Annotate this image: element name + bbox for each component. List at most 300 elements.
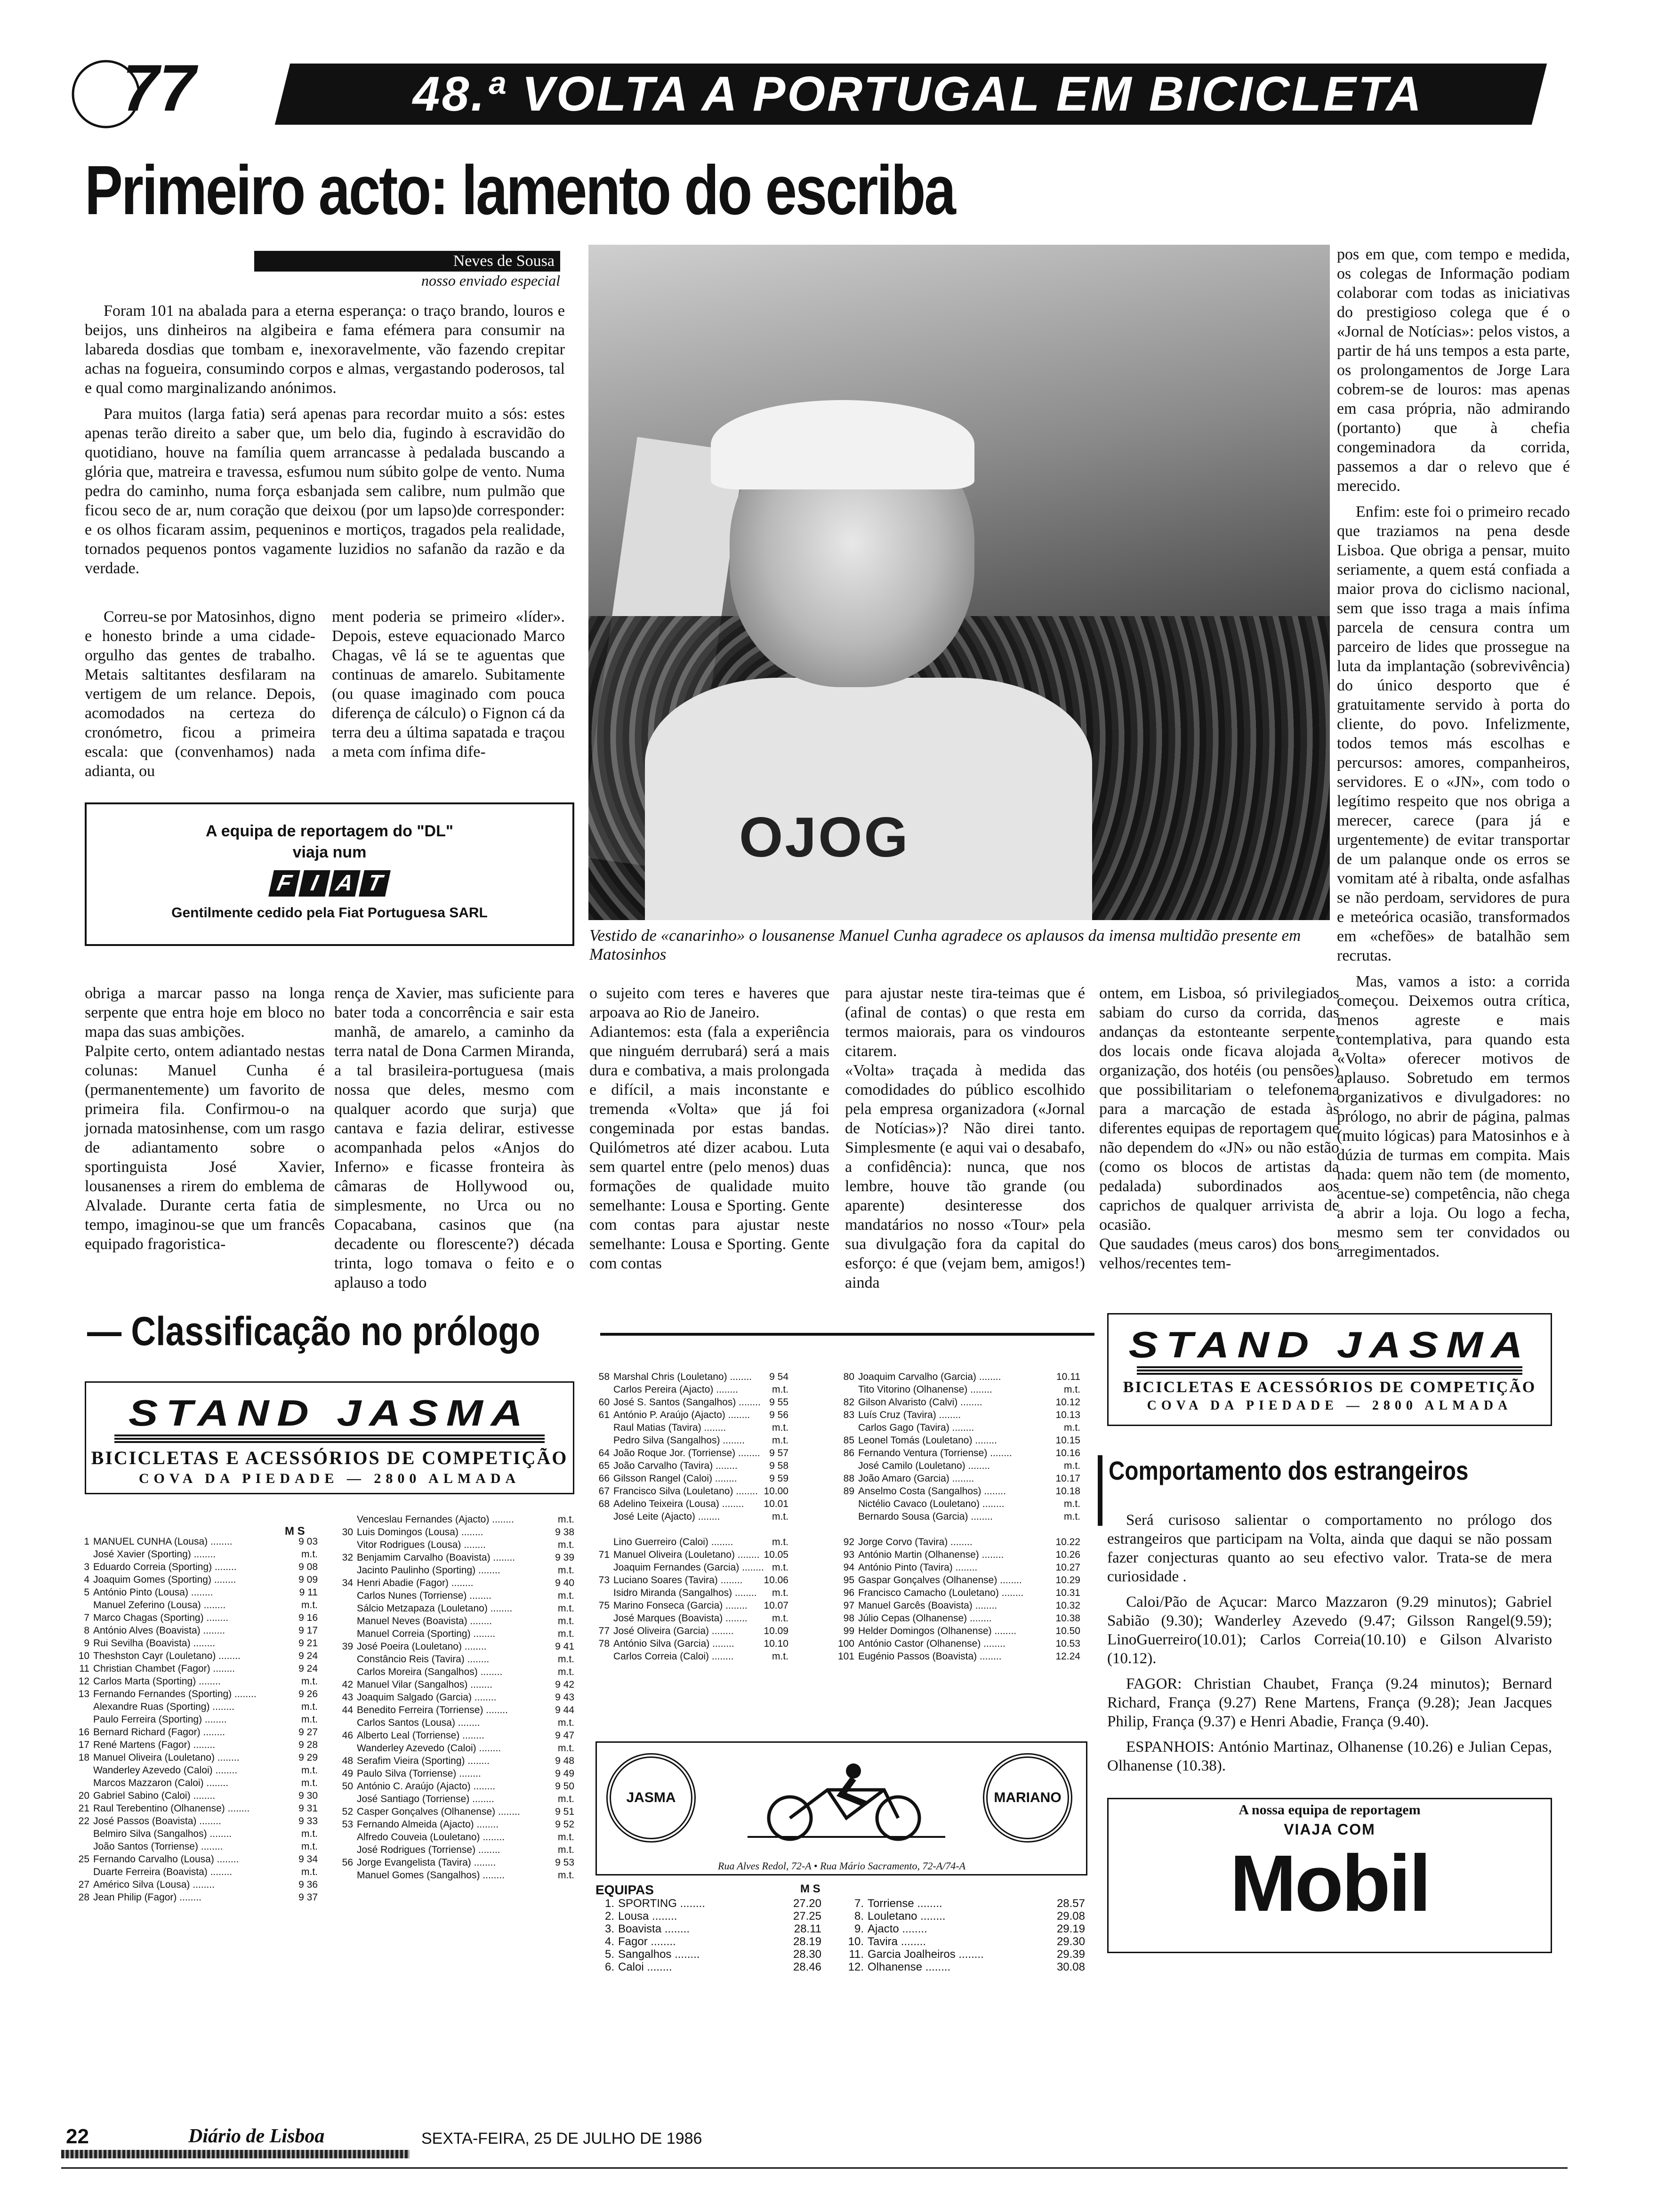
table-row [71, 1611, 318, 1624]
article-col2-mid [332, 607, 565, 768]
rider-name: Sangalhos ........ [618, 1948, 700, 1961]
table-row [334, 1678, 574, 1691]
table-row [836, 1561, 1080, 1574]
rider-name: Boavista ........ [618, 1923, 690, 1935]
stand-brand: STAND JASMA [1128, 1324, 1531, 1365]
classification-rule [600, 1333, 1094, 1336]
rider-name: Gaspar Gonçalves (Olhanense) ........ [858, 1575, 1022, 1586]
rider-time: m.t. [301, 1867, 318, 1877]
table-row [836, 1625, 1080, 1637]
table-row [836, 1548, 1080, 1561]
article-bottom-col5: ontem, em Lisboa, só privilegiados sabiam do curso da corrida, das andanças da estonteante serpente, dos locais onde ficava alojada a organização, dos hotéis (ou pensões) que possibilitariam o telefonema para a marcação de estada às diferentes equipas de reportagem que não dependem do «JN» ou não estão (como os blocos de artistas da pedalada) subordinados aos caprichos de qualquer arrivista de ocasião. Que saudades (meus caros) dos bons velhos/recentes tem- [1099, 985, 1339, 1272]
rider-position: 10. [848, 1935, 864, 1948]
rider-position: 82 [843, 1397, 854, 1408]
rider-time: 28.30 [793, 1948, 821, 1961]
paragraph: pos em que, com tempo e medida, os colegas de Informação podiam colaborar com todas as iniciativas do prestigioso colega que é o «Jornal de Notícias»: pelos vistos, a partir de há uns tempos a esta parte, os prolongamentos de Jorge Lara cobrem-se de louros: mas apenas em casa própria, não admirando (portanto) que à chefia congeminadora da corrida, passemos a dar o relevo que é merecido. [1337, 246, 1570, 495]
article-bottom-col2: rença de Xavier, mas suficiente para bater toda a concorrência e sair esta manhã, de amarelo, a caminho da terra natal de Dona Carmen Miranda, a tal brasileira-portuguesa (mais nossa que deles, mesmo com qualquer acordo que surja) que cantava e fazia delirar, estivesse acompanhada pelos «Anjos do Inferno» e ficasse fronteira às câmaras de Hollywood ou, simplesmente, no Urca ou no Copacabana, casinos que (na decadente ou florescente?) década trinta, logo tomava o feito e o aplauso a todo [334, 985, 574, 1291]
rider-time: m.t. [558, 1514, 574, 1525]
table-row [71, 1700, 318, 1713]
rider-time: 9 41 [555, 1641, 574, 1652]
table-row [71, 1650, 318, 1662]
rider-time: 29.19 [1056, 1923, 1085, 1935]
classification-col1 [71, 1535, 318, 1904]
rider-position: 83 [843, 1410, 854, 1420]
rider-time: m.t. [772, 1651, 788, 1662]
rider-name: Gabriel Sabino (Caloi) ........ [93, 1790, 216, 1801]
rider-name: Jacinto Paulinho (Sporting) ........ [357, 1565, 500, 1576]
table-row [334, 1831, 574, 1843]
rider-position: 49 [342, 1768, 353, 1779]
rider-position: 21 [78, 1803, 89, 1814]
table-row [591, 1625, 788, 1637]
table-row [591, 1548, 788, 1561]
rider-position: 5 [84, 1587, 89, 1598]
fiat-letter: F [268, 870, 300, 897]
rider-name: Carlos Gago (Tavira) ........ [858, 1422, 974, 1433]
rider-position: 99 [843, 1626, 854, 1636]
paragraph: Para muitos (larga fatia) será apenas para recordar muito a sós: estes apenas terão direito a saber que, um belo dia, fugindo à escravidão do quotidiano, houve na família quem arrancasse à pedalada buscando a glória que, matreira e travessa, esfumou num súbito golpe de vento. Numa pedra do caminho, numa força esbanjada sem calibre, num pulmão que ficou seco de ar, num coração que deixou (por um lapso)de corresponder: e os olhos ficaram assim, pequeninos e mortiços, tragados pela realidade, tornados pequenos pontos vagamente luzidios no safanão da razão e da verdade. [85, 405, 565, 577]
rider-position: 88 [843, 1473, 854, 1484]
rider-time: m.t. [558, 1717, 574, 1728]
rider-time: 30.08 [1056, 1961, 1085, 1973]
jersey-text: OJOG [739, 806, 910, 869]
rider-name: Benedito Ferreira (Torriense) ........ [357, 1705, 508, 1715]
rider-position: 46 [342, 1730, 353, 1741]
rider-time: 9 57 [769, 1448, 788, 1459]
table-row [334, 1793, 574, 1805]
rider-name: Manuel Gomes (Sangalhos) ........ [357, 1870, 505, 1881]
table-row [836, 1536, 1080, 1548]
table-row [845, 1909, 1085, 1922]
rider-name: José Santiago (Torriense) ........ [357, 1794, 494, 1804]
rider-time: 10.13 [1055, 1410, 1080, 1420]
rider-position: 1 [84, 1536, 89, 1547]
rider-time: 9 48 [555, 1755, 574, 1766]
table-row [71, 1827, 318, 1840]
rider-position: 58 [598, 1371, 610, 1382]
table-row [334, 1666, 574, 1678]
rider-position: 30 [342, 1527, 353, 1538]
rider-time: 9 09 [298, 1574, 318, 1585]
rider-time: m.t. [1064, 1384, 1080, 1395]
page-number: 22 [66, 2125, 89, 2148]
rider-time: m.t. [558, 1539, 574, 1550]
rider-position: 3 [84, 1562, 89, 1572]
rider-position: 80 [843, 1371, 854, 1382]
rider-time: 9 38 [555, 1527, 574, 1538]
rider-time: 10.16 [1055, 1448, 1080, 1459]
rider-time: m.t. [772, 1435, 788, 1446]
rider-time: m.t. [558, 1743, 574, 1754]
photo-caption: Vestido de «canarinho» o lousanense Manuel Cunha agradece os aplausos da imensa multidão presente em Matosinhos [589, 926, 1301, 963]
rider-position: 25 [78, 1854, 89, 1865]
rider-time: m.t. [558, 1628, 574, 1639]
table-row [591, 1421, 788, 1434]
rider-name: Luís Cruz (Tavira) ........ [858, 1410, 961, 1420]
rider-name: Fernando Carvalho (Lousa) ........ [93, 1854, 239, 1865]
fiat-letter: I [298, 870, 330, 897]
rider-name: Joaquim Carvalho (Garcia) ........ [858, 1371, 1001, 1382]
rider-time: 27.20 [793, 1897, 821, 1910]
rider-position: 73 [598, 1575, 610, 1586]
rider-time: 9 30 [298, 1790, 318, 1801]
table-row [845, 1922, 1085, 1935]
rider-name: Jean Philip (Fagor) ........ [93, 1892, 201, 1903]
table-row [71, 1637, 318, 1650]
rider-position: 13 [78, 1689, 89, 1699]
table-row [334, 1729, 574, 1742]
rider-time: 9 56 [769, 1410, 788, 1420]
table-row [334, 1767, 574, 1780]
rider-name: Joaquim Gomes (Sporting) ........ [93, 1574, 236, 1585]
rider-name: João Roque Jor. (Torriense) ........ [613, 1448, 760, 1459]
rider-name: Marco Chagas (Sporting) ........ [93, 1612, 229, 1623]
table-row [595, 1897, 821, 1909]
paragraph: ESPANHOIS: António Martinaz, Olhanense (10.26) e Julian Cepas, Olhanense (10.38). [1107, 1739, 1552, 1774]
rider-time: 9 28 [298, 1739, 318, 1750]
table-row [845, 1960, 1085, 1973]
rider-name: Pedro Silva (Sangalhos) ........ [613, 1435, 745, 1446]
table-row [595, 1922, 821, 1935]
fiat-letter: T [359, 870, 391, 897]
rider-time: 10.22 [1055, 1537, 1080, 1547]
rider-position: 22 [78, 1816, 89, 1827]
rider-name: Theshston Cayr (Louletano) ........ [93, 1651, 241, 1661]
rider-name: Raul Matias (Tavira) ........ [613, 1422, 726, 1433]
stand-line1: BICICLETAS E ACESSÓRIOS DE COMPETIÇÃO [91, 1447, 568, 1468]
article-col1-mid [85, 607, 315, 787]
table-row [591, 1587, 788, 1599]
section-banner: 48.ª VOLTA A PORTUGAL EM BICICLETA [412, 67, 1424, 121]
equipas-ms: M S [800, 1883, 820, 1895]
rider-time: m.t. [772, 1613, 788, 1624]
rider-time: 9 50 [555, 1781, 574, 1792]
rider-position: 1. [604, 1897, 614, 1910]
rider-time: 10.07 [764, 1600, 788, 1611]
rider-name: Alberto Leal (Torriense) ........ [357, 1730, 484, 1741]
mobil-logo: Mobil [1230, 1839, 1430, 1928]
rider-name: Olhanense ........ [868, 1961, 951, 1973]
rider-name: Ajacto ........ [868, 1923, 927, 1935]
rider-time: m.t. [301, 1765, 318, 1776]
rider-name: Fernando Ventura (Torriense) ........ [858, 1448, 1012, 1459]
rider-position: 60 [598, 1397, 610, 1408]
rider-time: 29.30 [1056, 1935, 1085, 1948]
table-row [836, 1510, 1080, 1523]
rider-name: Fernando Almeida (Ajacto) ........ [357, 1819, 499, 1830]
estrangeiros-title: Comportamento dos estrangeiros [1109, 1456, 1469, 1485]
table-row [591, 1637, 788, 1650]
rider-time: 9 08 [298, 1562, 318, 1572]
rider-name: Manuel Neves (Boavista) ........ [357, 1616, 492, 1627]
rider-name: Benjamim Carvalho (Boavista) ........ [357, 1552, 515, 1563]
rider-position: 94 [843, 1562, 854, 1573]
rider-name: Marshal Chris (Louletano) ........ [613, 1371, 752, 1382]
rider-time: 9 36 [298, 1879, 318, 1890]
rider-time: m.t. [772, 1562, 788, 1573]
rider-position: 3. [604, 1923, 614, 1935]
rider-time: m.t. [1064, 1511, 1080, 1522]
rider-position: 12. [848, 1961, 864, 1973]
rider-name: João Amaro (Garcia) ........ [858, 1473, 974, 1484]
table-row [591, 1650, 788, 1663]
rider-name: António Silva (Garcia) ........ [613, 1638, 734, 1649]
rider-name: Marcos Mazzaron (Caloi) ........ [93, 1778, 229, 1788]
fiat-ad [85, 802, 574, 946]
rider-position: 95 [843, 1575, 854, 1586]
rider-time: 9 43 [555, 1692, 574, 1703]
rider-position: 5. [604, 1948, 614, 1961]
table-row [595, 1909, 821, 1922]
rider-name: Garcia Joalheiros ........ [868, 1948, 984, 1961]
rider-position: 11 [79, 1663, 89, 1674]
publication-date: SEXTA-FEIRA, 25 DE JULHO DE 1986 [421, 2130, 702, 2148]
rider-position: 56 [342, 1857, 353, 1868]
rider-name: José Oliveira (Garcia) ........ [613, 1626, 734, 1636]
table-row [334, 1564, 574, 1577]
rider-name: Eduardo Correia (Sporting) ........ [93, 1562, 237, 1572]
table-row [334, 1577, 574, 1589]
paragraph: Correu-se por Matosinhos, digno e honesto brinde a uma cidade-orgulho das gentes de trabalho. Metais saltitantes desfilaram na vertigem de um relance. Depois, acomodados na certeza do cronómetro, ficou a primeira escala: que (convenhamos) nada adianta, ou [85, 608, 315, 780]
rider-position: 86 [843, 1448, 854, 1459]
rider-time: m.t. [1064, 1422, 1080, 1433]
rider-name: António Castor (Olhanense) ........ [858, 1638, 1005, 1649]
rider-position: 78 [598, 1638, 610, 1649]
rider-name: Tavira ........ [868, 1935, 926, 1948]
rider-time: 28.19 [793, 1935, 821, 1948]
rider-name: Luis Domingos (Lousa) ........ [357, 1527, 483, 1538]
table-row [836, 1383, 1080, 1396]
rider-name: Gilson Alvaristo (Calvi) ........ [858, 1397, 982, 1408]
rider-position: 48 [342, 1755, 353, 1766]
table-row [334, 1627, 574, 1640]
rider-name: Américo Silva (Lousa) ........ [93, 1879, 215, 1890]
table-row [71, 1573, 318, 1586]
classification-col4 [836, 1370, 1080, 1663]
article-bottom-col1: obriga a marcar passo na longa serpente que entra hoje em bloco no mapa das suas ambições. Palpite certo, ontem adiantado nestas colunas: Manuel Cunha é (permanentemente) um favorito de primeira fila. Confirmou-o na jornada matosinhense, com um rasgo de adiantamento sobre o sportinguista José Xavier, lousanenses a rirem do emblema de Alvalade. Durante certa fatia de tempo, imaginou-se que um francês equipado fragoristica- [85, 985, 325, 1253]
rider-name: Alexandre Ruas (Sporting) ........ [93, 1701, 234, 1712]
rider-time: 9 55 [769, 1397, 788, 1408]
table-row [591, 1459, 788, 1472]
rider-time: 28.46 [793, 1961, 821, 1973]
rider-time: m.t. [301, 1701, 318, 1712]
stand-line2: COVA DA PIEDADE — 2800 ALMADA [138, 1471, 521, 1486]
table-row [836, 1637, 1080, 1650]
table-row [836, 1459, 1080, 1472]
table-row [71, 1586, 318, 1599]
table-row [836, 1434, 1080, 1447]
rider-position: 34 [342, 1578, 353, 1588]
rider-time: m.t. [772, 1511, 788, 1522]
table-row [334, 1869, 574, 1882]
paragraph: Enfim: este foi o primeiro recado que traziamos na pena desde Lisboa. Que obriga a pensar, muito seriamente, a quem está confiada a maior prova do ciclismo nacional, sem que isso traga a mais ínfima parcela de censura contra um parceiro de lides que prossegue na luta da implantação (sobrevivência) do único desporto que é gratuitamente servido à porta do cliente, do povo. Infelizmente, todos temos más escolhas e percursos: amores, companheiros, servidores. E o «JN», com todo o legítimo respeito que nos obriga a merecer, carece (para já e urgentemente) de evitar transportar de um palanque onde os erros se vomitam até à ribalta, onde asfalhas se não perdoam, servidores de pura e meteórica ocasião, transformados em «chefões» de batalhão sem recrutas. [1337, 503, 1570, 964]
rider-name: Raul Terebentino (Olhanense) ........ [93, 1803, 250, 1814]
rider-name: Casper Gonçalves (Olhanense) ........ [357, 1806, 520, 1817]
rider-time: 9 59 [769, 1473, 788, 1484]
rider-time: 10.01 [764, 1499, 788, 1509]
rider-name: Francisco Silva (Louletano) ........ [613, 1486, 758, 1497]
rider-position: 27 [78, 1879, 89, 1890]
rider-time: m.t. [558, 1832, 574, 1843]
table-row [334, 1843, 574, 1856]
rider-time: 9 52 [555, 1819, 574, 1830]
table-row [836, 1485, 1080, 1498]
rider-time: 10.31 [1055, 1587, 1080, 1598]
rider-position: 4 [84, 1574, 89, 1585]
rider-position: 4. [604, 1935, 614, 1948]
rider-time: m.t. [558, 1667, 574, 1677]
logo-77-text: 77 [122, 51, 196, 125]
mobil-line2: VIAJA COM [1284, 1821, 1375, 1838]
rider-position: 17 [78, 1739, 89, 1750]
table-row [591, 1574, 788, 1587]
rider-position: 16 [78, 1727, 89, 1738]
rider-name: Gilsson Rangel (Caloi) ........ [613, 1473, 737, 1484]
article-bottom-col3: o sujeito com teres e haveres que arpoava ao Rio de Janeiro. Adiantemos: esta (fala a experiência que ninguém derrubará) será a mais dura e combativa, a mais prolongada e difícil, a mais inconstante e tremenda «Volta» que já foi congeminada por estas bandas. Quilómetros até dizer acabou. Luta sem quartel entre (pelo menos) duas formações de qualidade muito semelhante: Lousa e Sporting. Gente com contas para ajustar neste semelhante: Lousa e Sporting. Gente com contas [589, 985, 829, 1272]
table-row [591, 1536, 788, 1548]
rider-name: Constâncio Reis (Tavira) ........ [357, 1654, 490, 1665]
rider-name: João Santos (Torriense) ........ [93, 1841, 223, 1852]
rider-position: 75 [598, 1600, 610, 1611]
table-row [71, 1675, 318, 1688]
rider-time: m.t. [301, 1841, 318, 1852]
rider-name: SPORTING ........ [618, 1897, 705, 1910]
rider-time: 9 39 [555, 1552, 574, 1563]
rider-name: Alfredo Couveia (Louletano) ........ [357, 1832, 505, 1843]
rider-name: José Marques (Boavista) ........ [613, 1613, 748, 1624]
table-row [836, 1421, 1080, 1434]
table-row [836, 1612, 1080, 1625]
table-row [71, 1878, 318, 1891]
table-row [71, 1751, 318, 1764]
table-row [71, 1789, 318, 1802]
rider-name: Wanderley Azevedo (Caloi) ........ [357, 1743, 501, 1754]
rider-time: m.t. [301, 1828, 318, 1839]
rider-name: Manuel Garcês (Boavista) ........ [858, 1600, 997, 1611]
mobil-ad [1107, 1798, 1552, 1953]
rider-time: 9 11 [299, 1587, 318, 1598]
jasma-address: Rua Alves Redol, 72-A • Rua Mário Sacramento, 72-A/74-A [717, 1860, 966, 1872]
table-row [836, 1396, 1080, 1409]
rider-name: Bernardo Sousa (Garcia) ........ [858, 1511, 993, 1522]
rider-position: 96 [843, 1587, 854, 1598]
footer-rule [61, 2167, 1568, 2169]
rider-position: 100 [837, 1638, 854, 1649]
rider-time: 9 31 [298, 1803, 318, 1814]
author-role: nosso enviado especial [421, 272, 560, 289]
table-row [591, 1447, 788, 1459]
table-row [591, 1612, 788, 1625]
rider-time: 28.11 [794, 1923, 821, 1935]
table-row [334, 1818, 574, 1831]
rider-name: António Pinto (Tavira) ........ [858, 1562, 978, 1573]
rider-position: 65 [598, 1460, 610, 1471]
rider-time: 27.25 [793, 1910, 821, 1923]
rider-name: Sálcio Metzapaza (Louletano) ........ [357, 1603, 513, 1614]
table-row [591, 1498, 788, 1510]
rider-name: Christian Chambet (Fagor) ........ [93, 1663, 235, 1674]
rider-name: Luciano Soares (Tavira) ........ [613, 1575, 743, 1586]
rider-position: 42 [342, 1679, 353, 1690]
table-row [334, 1780, 574, 1793]
rider-name: Louletano ........ [868, 1910, 946, 1923]
fiat-ad-line3: Gentilmente cedido pela Fiat Portuguesa SARL [171, 905, 488, 921]
rider-position: 32 [342, 1552, 353, 1563]
rider-time: 9 33 [298, 1816, 318, 1827]
table-row [71, 1662, 318, 1675]
rider-time: m.t. [558, 1603, 574, 1614]
article-headline: Primeiro acto: lamento do escriba [85, 152, 955, 229]
table-row [334, 1551, 574, 1564]
table-row [595, 1960, 821, 1973]
table-row [71, 1802, 318, 1815]
table-row [71, 1535, 318, 1548]
rider-time: 9 03 [298, 1536, 318, 1547]
rider-name: Duarte Ferreira (Boavista) ........ [93, 1867, 233, 1877]
paragraph: Mas, vamos a isto: a corrida começou. Deixemos outra crítica, menos agreste e mais contemplativa, para quando esta «Volta» oferecer motivos de aplauso. Sobretudo em termos organizativos e divulgadores: no prólogo, no abrir de página, palmas (muito lógicas) para Matosinhos e à dúzia de turmas em compita. Mais nada: quem não tem (de momento, acentue-se) competência, não chega a abrir a loja. Ou logo a fecha, mesmo sem ter convidados ou arregimentados. [1337, 973, 1570, 1260]
rider-name: António Pinto (Lousa) ........ [93, 1587, 213, 1598]
rider-time: m.t. [1064, 1499, 1080, 1509]
table-row [71, 1561, 318, 1573]
equipas-title: EQUIPAS [595, 1883, 654, 1897]
rider-time: 10.32 [1055, 1600, 1080, 1611]
rider-name: Belmiro Silva (Sangalhos) ........ [93, 1828, 232, 1839]
table-row [334, 1653, 574, 1666]
rider-name: Paulo Silva (Torriense) ........ [357, 1768, 481, 1779]
table-row [71, 1713, 318, 1726]
rider-time: 10.27 [1055, 1562, 1080, 1573]
rider-name: José Passos (Boavista) ........ [93, 1816, 221, 1827]
rider-time: m.t. [301, 1778, 318, 1788]
rider-time: 9 53 [555, 1857, 574, 1868]
table-row [595, 1948, 821, 1960]
table-row [334, 1856, 574, 1869]
rider-time: 10.00 [764, 1486, 788, 1497]
rider-time: 10.15 [1055, 1435, 1080, 1446]
rider-position: 85 [843, 1435, 854, 1446]
rider-time: 9 27 [298, 1727, 318, 1738]
jasma-mariano-ad [595, 1741, 1087, 1875]
rider-name: José S. Santos (Sangalhos) ........ [613, 1397, 761, 1408]
rider-name: Lino Guerreiro (Caloi) ........ [613, 1537, 733, 1547]
rider-name: João Carvalho (Tavira) ........ [613, 1460, 738, 1471]
rider-position: 6. [604, 1961, 614, 1973]
rider-name: Fernando Fernandes (Sporting) ........ [93, 1689, 257, 1699]
fiat-logo [269, 870, 390, 897]
rider-name: Carlos Nunes (Torriense) ........ [357, 1590, 491, 1601]
rider-name: Paulo Ferreira (Sporting) ........ [93, 1714, 227, 1725]
rider-time: 9 29 [298, 1752, 318, 1763]
rider-name: Torriense ........ [868, 1897, 942, 1910]
volta-logo [52, 49, 254, 129]
table-row [334, 1805, 574, 1818]
rider-position: 8. [854, 1910, 864, 1923]
table-row [334, 1704, 574, 1716]
table-header-ms: M S [285, 1525, 305, 1538]
rider-position: 10 [78, 1651, 89, 1661]
equipas-left [595, 1897, 821, 1973]
rider-time: m.t. [772, 1422, 788, 1433]
table-row [71, 1726, 318, 1739]
rider-time: m.t. [772, 1537, 788, 1547]
rider-time: m.t. [301, 1714, 318, 1725]
rider-time: 10.18 [1055, 1486, 1080, 1497]
rider-position: 7. [854, 1897, 864, 1910]
table-row [334, 1691, 574, 1704]
rider-name: Jorge Evangelista (Tavira) ........ [357, 1857, 496, 1868]
rider-position: 52 [342, 1806, 353, 1817]
rider-position: 28 [78, 1892, 89, 1903]
